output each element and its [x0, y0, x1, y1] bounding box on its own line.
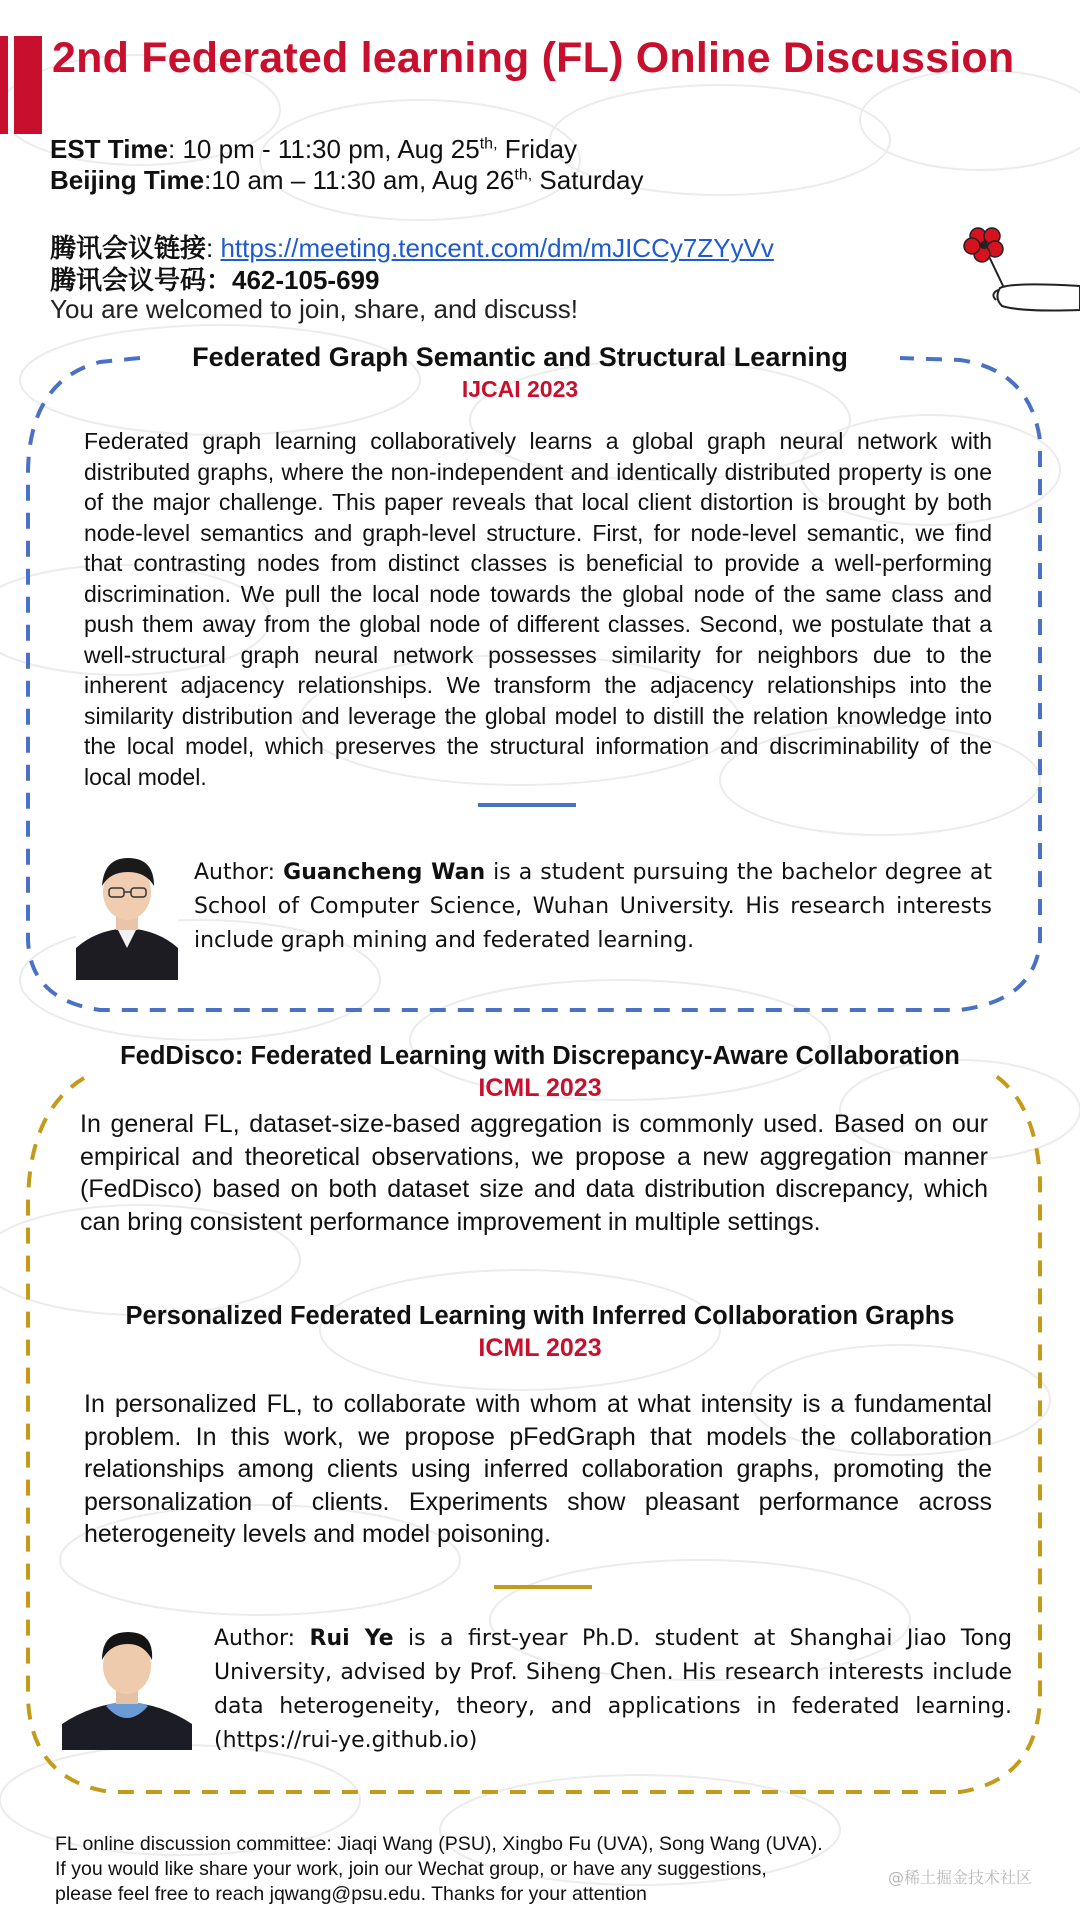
page-title: 2nd Federated learning (FL) Online Discussion — [52, 34, 1015, 82]
est-time-value: : 10 pm - 11:30 pm, Aug 25 — [168, 134, 480, 164]
talk-2-conference: ICML 2023 — [478, 1074, 602, 1102]
talk-1-author-name: Guancheng Wan — [283, 860, 486, 885]
author-1-avatar — [76, 848, 178, 980]
talk-3-author-bio: is a first-year Ph.D. student at Shanghai Jiao Tong University, advised by Prof. Siheng Chen. His research interests include data heterogeneity, theory, and applications in federated learning. (https://rui-ye.github.io) — [214, 1626, 1012, 1753]
talk-1-author — [194, 856, 992, 958]
beijing-time-label: Beijing Time — [50, 165, 205, 195]
talk-3-author-prefix: Author: — [214, 1626, 310, 1651]
author-2-avatar — [62, 1620, 192, 1750]
beijing-time-value: :10 am – 11:30 am, Aug 26 — [204, 165, 515, 195]
header-accent-block — [14, 36, 42, 134]
footer-committee: FL online discussion committee: Jiaqi Wang (PSU), Xingbo Fu (UVA), Song Wang (UVA). — [55, 1833, 823, 1855]
watermark-text: @稀土掘金技术社区 — [888, 1868, 1033, 1887]
talk-3-abstract: In personalized FL, to collaborate with whom at what intensity is a fundamental problem. In this work, we propose pFedGraph that models the collaboration relationships among clients using inferred collaboration graphs, promoting the personalization of clients. Experiments show pleasant performance across heterogeneity levels and model poisoning. — [84, 1390, 992, 1548]
est-time-suffix: th, — [479, 135, 498, 153]
beijing-time-suffix: th, — [514, 166, 533, 184]
flower-decoration-icon — [960, 220, 1080, 320]
talk-1-title: Federated Graph Semantic and Structural Learning — [192, 342, 848, 372]
meeting-link-separator: : — [206, 233, 221, 263]
talk-3-author — [214, 1622, 1012, 1758]
beijing-time-day: Saturday — [532, 165, 644, 195]
talk-1-author-bio: is a student pursuing the bachelor degree at School of Computer Science, Wuhan University. His research interests include graph mining and federated learning. — [194, 860, 992, 953]
talk-3-author-name: Rui Ye — [309, 1626, 394, 1651]
talk-1-conference: IJCAI 2023 — [461, 376, 579, 402]
talk-1-abstract: Federated graph learning collaboratively learns a global graph neural network with distributed graphs, where the non-independent and identically distributed property is one of the major challenge. This paper reveals that local client distortion is brought by both node-level semantics and graph-level structure. First, for node-level semantic, we find that contrasting nodes from distinct classes is beneficial to provide a well-performing discrimination. We pull the local node towards the global node of the same class and push them away from the global node of different classes. Second, we postulate that a well-structural graph neural network possesses similarity for neighbors due to the inherent adjacency relationships. We transform the adjacency relationships into the similarity distribution and leverage the global model to distill the relation knowledge into the local model, which preserves the structural information and discriminability of the local model. — [84, 428, 992, 790]
est-time-line — [50, 134, 577, 165]
meeting-id-label: 腾讯会议号码： — [50, 266, 233, 296]
header-accent-bar — [0, 36, 8, 134]
footer-invite: If you would like share your work, join our Wechat group, or have any suggestions, — [55, 1858, 767, 1880]
est-time-day: Friday — [497, 134, 577, 164]
meeting-id-value: 462-105-699 — [232, 265, 380, 295]
talk-3-title: Personalized Federated Learning with Inferred Collaboration Graphs — [125, 1302, 955, 1330]
talk-3-conference: ICML 2023 — [478, 1334, 602, 1362]
beijing-time-line — [50, 165, 644, 196]
meeting-link[interactable]: https://meeting.tencent.com/dm/mJICCy7ZYyVv — [220, 233, 774, 263]
meeting-link-label: 腾讯会议链接 — [50, 234, 207, 264]
meeting-id-line — [50, 260, 379, 297]
welcome-text: You are welcomed to join, share, and discuss! — [50, 294, 579, 324]
talk-2-title: FedDisco: Federated Learning with Discrepancy-Aware Collaboration — [120, 1042, 960, 1070]
est-time-label: EST Time — [50, 134, 169, 164]
footer-contact: please feel free to reach jqwang@psu.edu. Thanks for your attention — [55, 1883, 647, 1905]
talk-1-author-prefix: Author: — [194, 860, 284, 885]
talk-2-abstract: In general FL, dataset-size-based aggregation is commonly used. Based on our empirical and theoretical observations, we propose a new aggregation manner (FedDisco) based on both dataset size and data distribution discrepancy, which can bring consistent performance improvement in multiple settings. — [80, 1110, 988, 1236]
